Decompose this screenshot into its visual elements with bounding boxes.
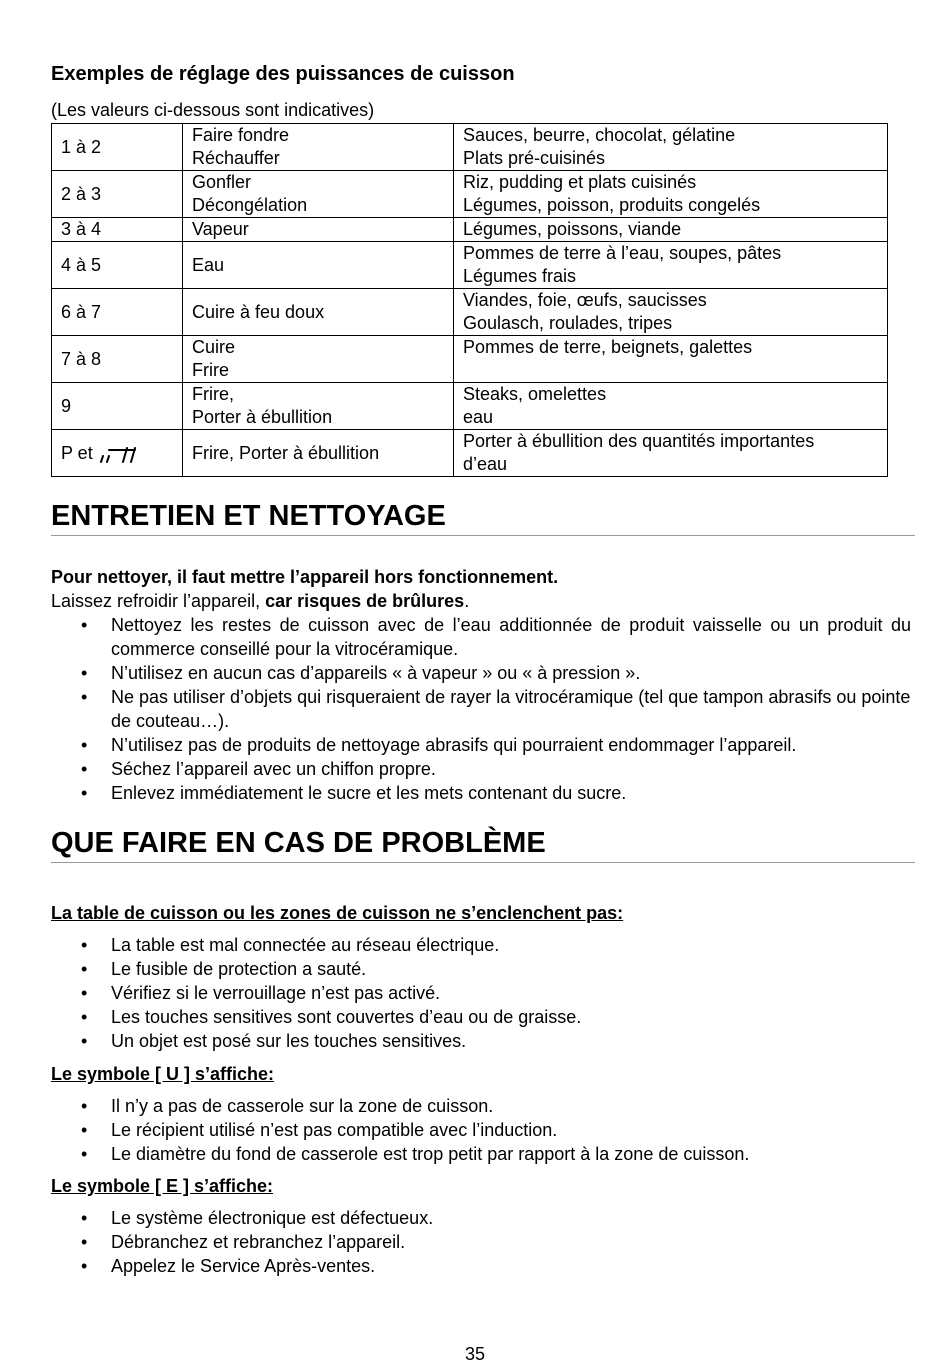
cooking-action-cell [183, 218, 454, 242]
list-item-text: Le fusible de protection a sauté. [111, 959, 367, 979]
power-level-cell [52, 336, 183, 383]
food-example: Riz, pudding et plats cuisinés [463, 172, 697, 192]
food-example: Légumes, poisson, produits congelés [463, 195, 761, 215]
food-example: Viandes, foie, œufs, saucisses [463, 290, 707, 310]
bullet-icon: • [81, 959, 88, 979]
food-example: Steaks, omelettes [463, 384, 607, 404]
cleaning-intro [51, 589, 469, 613]
list-item [51, 1206, 911, 1230]
list-item [51, 957, 911, 981]
list-item [51, 1142, 911, 1166]
cooking-action-cell [183, 336, 454, 383]
cooking-action: Vapeur [192, 219, 249, 239]
list-item-text: Séchez l’appareil avec un chiffon propre. [111, 759, 436, 779]
food-examples-cell [454, 124, 888, 171]
cooking-action: Frire, [192, 384, 234, 404]
list-item-text: Appelez le Service Après-ventes. [111, 1256, 376, 1276]
cleaning-title: ENTRETIEN ET NETTOYAGE [51, 500, 446, 532]
power-level-cell [52, 218, 183, 242]
food-example: eau [463, 407, 494, 427]
list-item-text: Vérifiez si le verrouillage n’est pas activé. [111, 983, 441, 1003]
trouble-section-heading [51, 826, 915, 863]
power-level: P et [61, 442, 93, 463]
cooking-action-cell [183, 124, 454, 171]
boost-display-icon [95, 444, 139, 464]
list-item-text: Débranchez et rebranchez l’appareil. [111, 1232, 406, 1252]
table-row [52, 383, 888, 430]
bullet-icon: • [81, 1007, 88, 1027]
cooking-action: Gonfler [192, 172, 252, 192]
food-examples-cell [454, 171, 888, 218]
cooking-action: Frire, Porter à ébullition [192, 442, 380, 463]
food-example: Légumes, poissons, viande [463, 219, 682, 239]
power-level-cell [52, 383, 183, 430]
trouble-heading-u-symbol: Le symbole [ U ] s’affiche: [51, 1064, 275, 1084]
bullet-icon: • [81, 663, 88, 683]
list-item [51, 1094, 911, 1118]
table-row [52, 430, 888, 477]
food-example [463, 359, 878, 382]
cooking-action-cell [183, 171, 454, 218]
bullet-icon: • [81, 1120, 88, 1140]
power-level: 2 à 3 [61, 183, 102, 204]
bullet-icon: • [81, 1232, 88, 1252]
intro-bold-text: car risques de brûlures [265, 591, 465, 611]
bullet-icon: • [81, 1096, 88, 1116]
food-examples-cell [454, 242, 888, 289]
cleaning-bullet-list [51, 613, 911, 805]
list-item-text: Enlevez immédiatement le sucre et les mets contenant du sucre. [111, 783, 627, 803]
power-settings-table [51, 123, 888, 477]
power-level-cell [52, 171, 183, 218]
bullet-icon: • [81, 983, 88, 1003]
cooking-action: Eau [192, 254, 225, 275]
list-item [51, 757, 911, 781]
bullet-icon: • [81, 735, 88, 755]
cooking-action-cell [183, 242, 454, 289]
bullet-icon: • [81, 687, 88, 707]
list-item [51, 1230, 911, 1254]
cooking-action: Cuire [192, 337, 236, 357]
list-item-text: N’utilisez en aucun cas d’appareils « à vapeur » ou « à pression ». [111, 663, 641, 683]
power-level-cell [52, 124, 183, 171]
bullet-icon: • [81, 1208, 88, 1228]
cleaning-section-heading [51, 499, 915, 536]
list-item-text: N’utilisez pas de produits de nettoyage abrasifs qui pourraient endommager l’appareil. [111, 735, 797, 755]
bullet-icon: • [81, 615, 88, 635]
list-item [51, 613, 911, 661]
food-examples-cell [454, 289, 888, 336]
power-level-cell [52, 430, 183, 477]
table-row [52, 171, 888, 218]
list-item-text: Un objet est posé sur les touches sensitives. [111, 1031, 467, 1051]
table-note: (Les valeurs ci-dessous sont indicatives) [51, 100, 375, 120]
list-item-text: Nettoyez les restes de cuisson avec de l’eau additionnée de produit vaisselle ou un produit du commerce conseillé pour la vitrocéramique. [111, 615, 911, 659]
table-row [52, 289, 888, 336]
bullet-icon: • [81, 1144, 88, 1164]
food-examples-cell [454, 218, 888, 242]
trouble-heading-no-start: La table de cuisson ou les zones de cuisson ne s’enclenchent pas: [51, 903, 624, 923]
list-item [51, 1005, 911, 1029]
food-example: Légumes frais [463, 266, 577, 286]
food-example: Goulasch, roulades, tripes [463, 313, 673, 333]
page-number: 35 [464, 1344, 486, 1364]
power-level: 7 à 8 [61, 348, 102, 369]
list-item [51, 781, 911, 805]
table-title: Exemples de réglage des puissances de cuisson [51, 63, 515, 85]
list-item-text: Ne pas utiliser d’objets qui risqueraient de rayer la vitrocéramique (tel que tampon abrasifs ou pointe de couteau…). [111, 687, 911, 731]
cleaning-warning: Pour nettoyer, il faut mettre l’appareil hors fonctionnement. [51, 567, 559, 587]
cooking-action-cell [183, 383, 454, 430]
table-row [52, 242, 888, 289]
bullet-icon: • [81, 783, 88, 803]
food-examples-cell [454, 430, 888, 477]
power-level: 6 à 7 [61, 301, 102, 322]
list-item-text: Il n’y a pas de casserole sur la zone de cuisson. [111, 1096, 494, 1116]
food-examples-cell [454, 383, 888, 430]
cooking-action-cell [183, 430, 454, 477]
list-item [51, 933, 911, 957]
food-example: d’eau [463, 454, 508, 474]
cooking-action: Décongélation [192, 195, 308, 215]
cooking-action: Frire [192, 360, 229, 380]
power-level: 1 à 2 [61, 136, 102, 157]
intro-text: Laissez refroidir l’appareil, [51, 591, 266, 611]
list-item [51, 661, 911, 685]
list-item-text: Le système électronique est défectueux. [111, 1208, 434, 1228]
list-item [51, 733, 911, 757]
bullet-icon: • [81, 1031, 88, 1051]
list-item [51, 1029, 911, 1053]
list-item-text: Le récipient utilisé n’est pas compatible avec l’induction. [111, 1120, 558, 1140]
table-row [52, 336, 888, 383]
power-level: 4 à 5 [61, 254, 102, 275]
trouble-list-no-start [51, 933, 911, 1053]
bullet-icon: • [81, 1256, 88, 1276]
list-item [51, 981, 911, 1005]
trouble-heading-e-symbol: Le symbole [ E ] s’affiche: [51, 1176, 274, 1196]
list-item-text: Le diamètre du fond de casserole est trop petit par rapport à la zone de cuisson. [111, 1144, 750, 1164]
bullet-icon: • [81, 935, 88, 955]
table-row [52, 218, 888, 242]
food-examples-cell [454, 336, 888, 383]
list-item [51, 1118, 911, 1142]
power-level: 9 [61, 395, 72, 416]
cooking-action: Porter à ébullition [192, 407, 333, 427]
bullet-icon: • [81, 759, 88, 779]
cooking-action-cell [183, 289, 454, 336]
table-row [52, 124, 888, 171]
list-item-text: La table est mal connectée au réseau électrique. [111, 935, 500, 955]
cooking-action: Faire fondre [192, 125, 290, 145]
list-item [51, 685, 911, 733]
trouble-list-u-symbol [51, 1094, 911, 1166]
food-example: Porter à ébullition des quantités importantes [463, 431, 815, 451]
cooking-action: Cuire à feu doux [192, 301, 325, 322]
trouble-title: QUE FAIRE EN CAS DE PROBLÈME [51, 827, 546, 859]
food-example: Pommes de terre, beignets, galettes [463, 337, 753, 357]
list-item [51, 1254, 911, 1278]
trouble-list-e-symbol [51, 1206, 911, 1278]
intro-end: . [464, 591, 470, 611]
food-example: Pommes de terre à l’eau, soupes, pâtes [463, 243, 782, 263]
power-level-cell [52, 242, 183, 289]
food-example: Plats pré-cuisinés [463, 148, 606, 168]
power-level: 3 à 4 [61, 219, 102, 239]
power-level-cell [52, 289, 183, 336]
food-example: Sauces, beurre, chocolat, gélatine [463, 125, 736, 145]
cooking-action: Réchauffer [192, 148, 280, 168]
list-item-text: Les touches sensitives sont couvertes d’eau ou de graisse. [111, 1007, 582, 1027]
